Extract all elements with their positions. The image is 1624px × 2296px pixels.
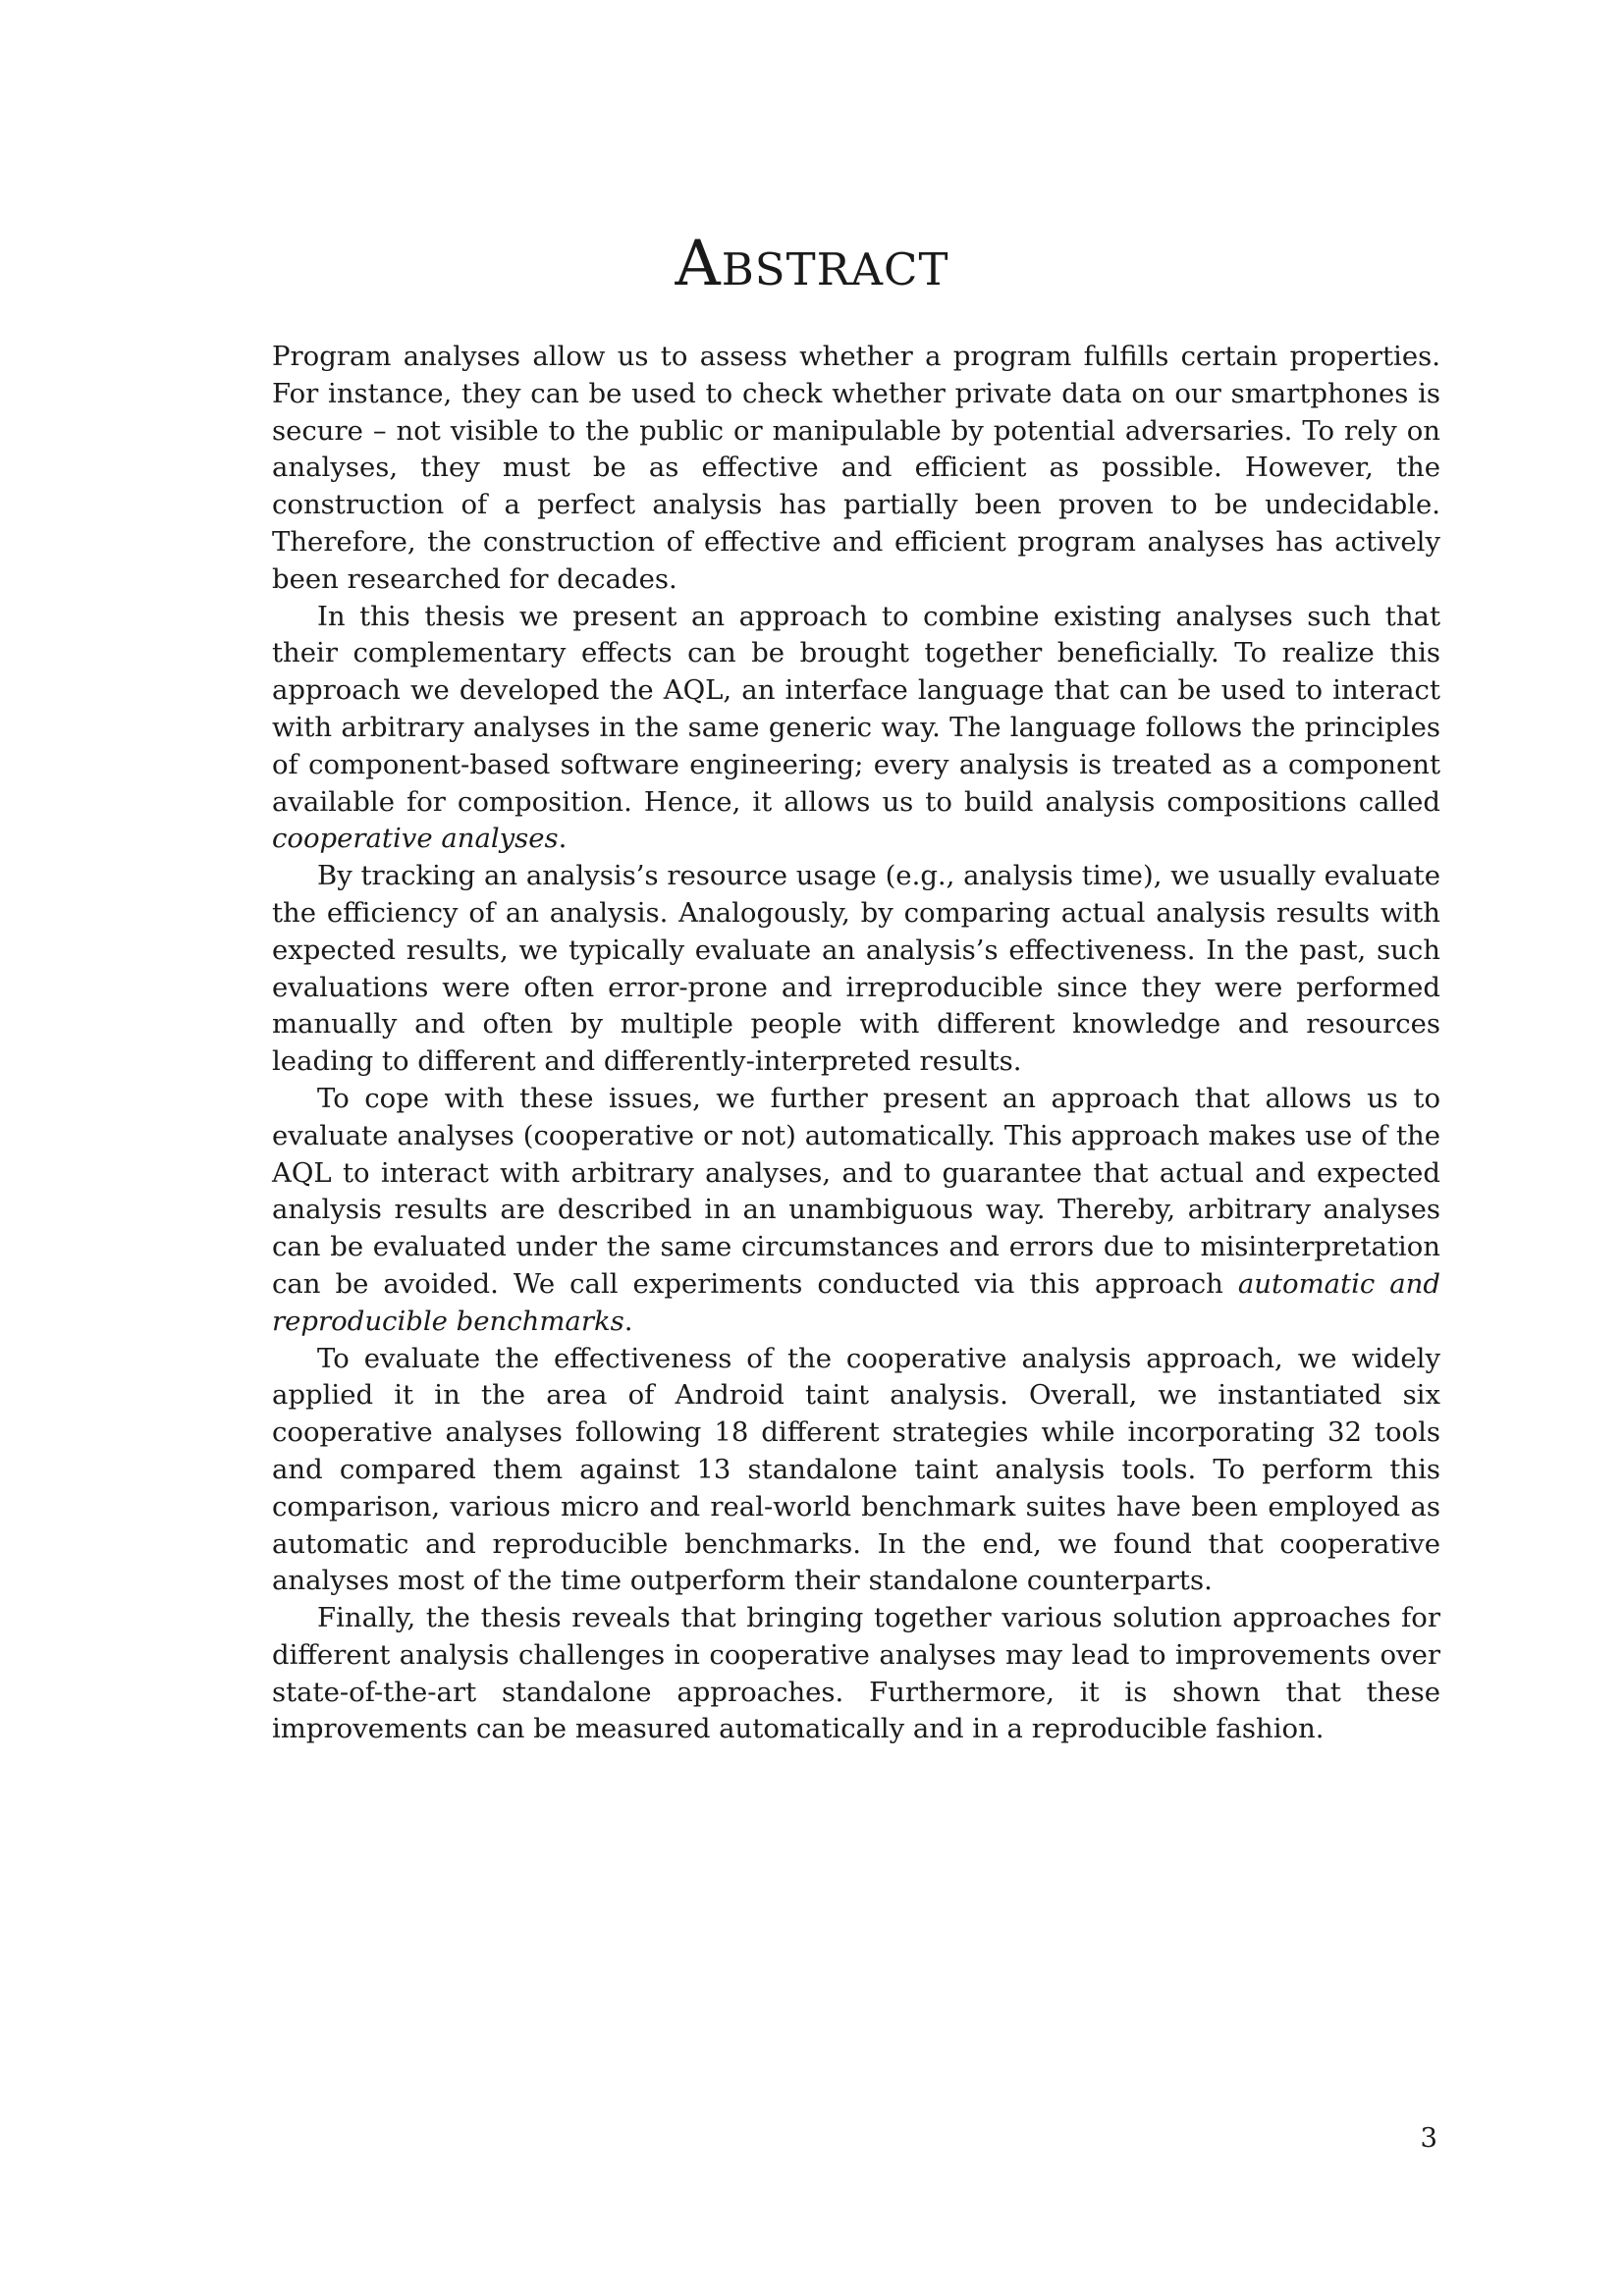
paragraph-2-tail: .: [558, 823, 568, 855]
paragraph-2-text: In this thesis we present an approach to combine existing analyses such that their complementary effects can be brought together beneficially. To realize this approach we developed the AQL, an interface language that can be used to interact with arbitrary analyses in the same generic way. The language follows the principles of component-based software engineering; every analysis is treated as a component available for composition. Hence, it allows us to build analysis compositions called: [272, 600, 1440, 818]
abstract-body: [272, 339, 1440, 1748]
page-title: Abstract: [675, 228, 949, 300]
paragraph-6: [272, 1600, 1440, 1748]
paragraph-1: [272, 339, 1440, 599]
paragraph-2: [272, 599, 1440, 859]
paragraph-6-text: Finally, the thesis reveals that bringing together various solution approaches for different analysis challenges in cooperative analyses may lead to improvements over state-of-the-art standalone approaches. Furthermore, it is shown that these improvements can be measured automatically and in a reproducible fashion.: [272, 1602, 1440, 1745]
paragraph-3-text: By tracking an analysis’s resource usage (e.g., analysis time), we usually evaluate the efficiency of an analysis. Analogously, by comparing actual analysis results with expected results, we typically evaluate an analysis’s effectiveness. In the past, such evaluations were often error-prone and irreproducible since they were performed manually and often by multiple people with different knowledge and resources leading to different and differently-interpreted results.: [272, 860, 1440, 1078]
paragraph-3: [272, 858, 1440, 1081]
paragraph-4: [272, 1081, 1440, 1341]
paragraph-2-emphasis: cooperative analyses: [272, 823, 559, 855]
paragraph-4-emphasis: automatic and reproducible benchmarks: [272, 1267, 1440, 1337]
page-number: 3: [1420, 2122, 1437, 2154]
paragraph-5: [272, 1341, 1440, 1601]
paragraph-4-tail: .: [623, 1305, 633, 1337]
paragraph-4-text: To cope with these issues, we further present an approach that allows us to evaluate analyses (cooperative or not) automatically. This approach makes use of the AQL to interact with arbitrary analyses, and to guarantee that actual and expected analysis results are described in an unambiguous way. Thereby, arbitrary analyses can be evaluated under the same circumstances and errors due to misinterpretation can be avoided. We call experiments conducted via this approach: [272, 1082, 1440, 1300]
paragraph-1-text: Program analyses allow us to assess whether a program fulfills certain properties. For instance, they can be used to check whether private data on our smartphones is secure – not visible to the public or manipulable by potential adversaries. To rely on analyses, they must be as effective and efficient as possible. However, the construction of a perfect analysis has partially been proven to be undecidable. Therefore, the construction of effective and efficient program analyses has actively been researched for decades.: [272, 341, 1440, 595]
paragraph-5-text: To evaluate the effectiveness of the cooperative analysis approach, we widely applied it in the area of Android taint analysis. Overall, we instantiated six cooperative analyses following 18 different strategies while incorporating 32 tools and compared them against 13 standalone taint analysis tools. To perform this comparison, various micro and real-world benchmark suites have been employed as automatic and reproducible benchmarks. In the end, we found that cooperative analyses most of the time outperform their standalone counterparts.: [272, 1342, 1440, 1597]
